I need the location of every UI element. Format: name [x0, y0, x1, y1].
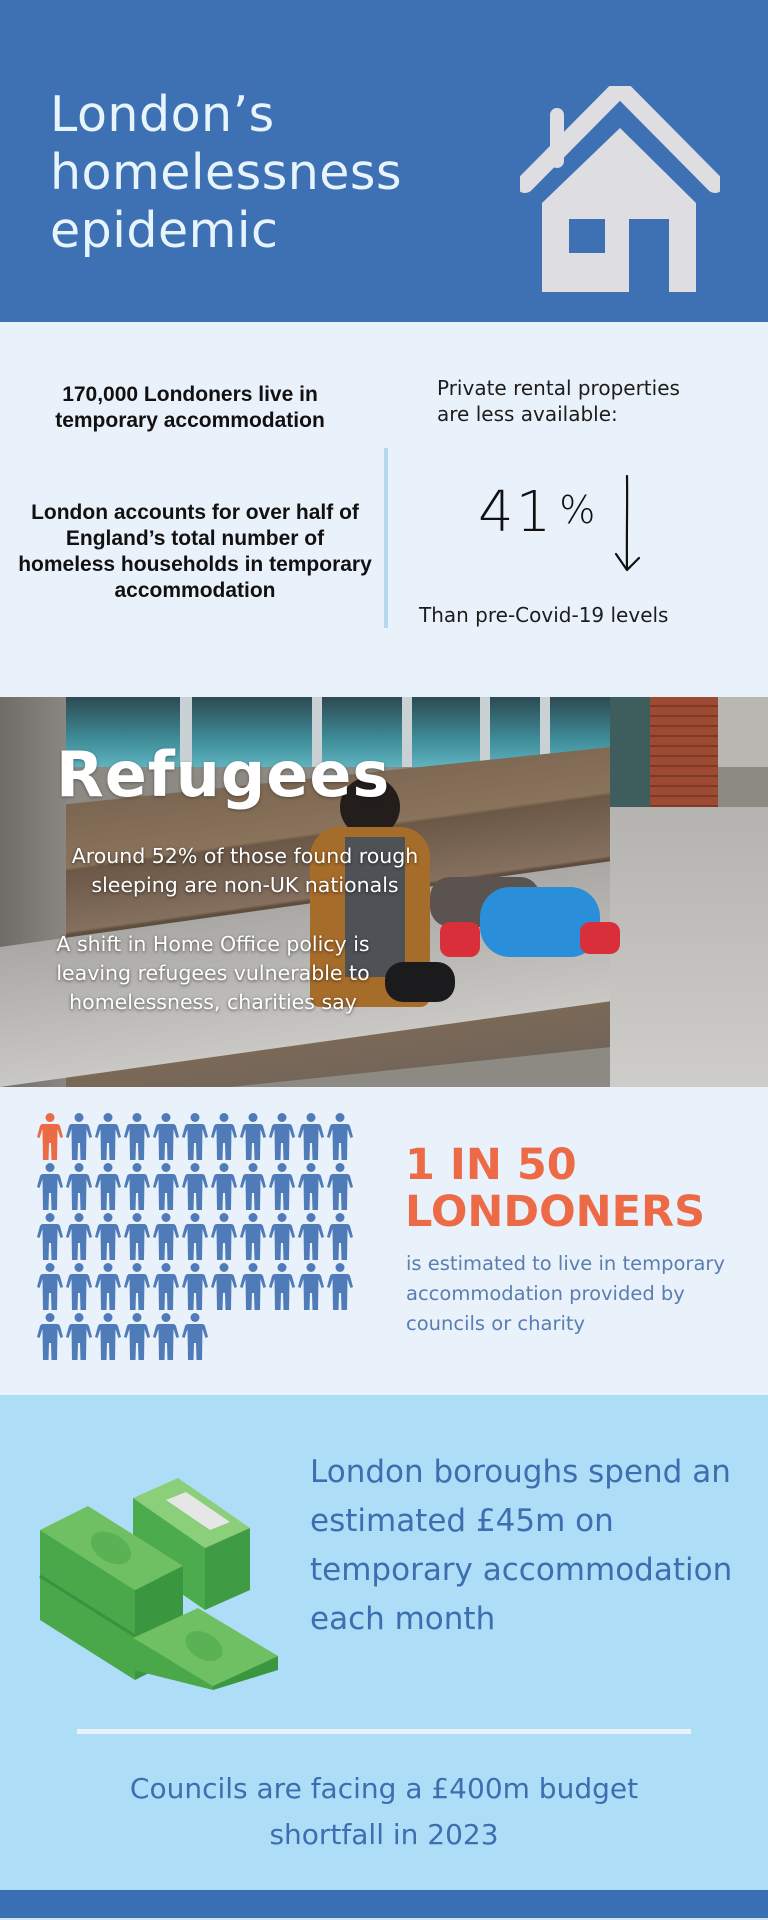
ratio-heading-line2: LONDONERS	[405, 1187, 706, 1237]
person-icon	[124, 1213, 150, 1261]
person-icon	[95, 1313, 121, 1361]
person-icon	[153, 1313, 179, 1361]
person-icon	[66, 1213, 92, 1261]
page-title	[50, 86, 490, 260]
person-icon	[124, 1313, 150, 1361]
vertical-divider	[384, 448, 388, 628]
person-icon	[66, 1313, 92, 1361]
person-icon	[182, 1113, 208, 1161]
person-icon	[95, 1163, 121, 1211]
rental-percentage	[478, 480, 597, 545]
person-icon	[124, 1163, 150, 1211]
person-icon	[124, 1263, 150, 1311]
person-icon	[298, 1263, 324, 1311]
person-icon	[153, 1163, 179, 1211]
person-icon	[269, 1213, 295, 1261]
person-icon	[298, 1163, 324, 1211]
person-icon	[211, 1163, 237, 1211]
person-icon	[37, 1213, 63, 1261]
refugees-stat: Around 52% of those found rough sleeping are non-UK nationals	[71, 844, 419, 897]
person-icon	[37, 1163, 63, 1211]
person-icon	[37, 1313, 63, 1361]
person-icon	[211, 1213, 237, 1261]
horizontal-divider	[77, 1729, 691, 1734]
rental-subtext: Than pre-Covid-19 levels	[419, 603, 669, 627]
person-icon	[240, 1213, 266, 1261]
person-icon	[153, 1213, 179, 1261]
person-icon	[240, 1113, 266, 1161]
footer-bar	[0, 1890, 768, 1918]
person-icon	[66, 1113, 92, 1161]
person-icon	[153, 1263, 179, 1311]
spend-statistic: London boroughs spend an estimated £45m on temporary accommodation each month	[310, 1454, 733, 1637]
house-icon	[520, 86, 720, 296]
person-icon	[66, 1263, 92, 1311]
person-icon	[124, 1113, 150, 1161]
person-icon	[298, 1213, 324, 1261]
person-icon	[298, 1113, 324, 1161]
person-icon	[327, 1263, 353, 1311]
person-icon	[182, 1313, 208, 1361]
stat-temporary-accommodation: 170,000 Londoners live in temporary accommodation	[55, 383, 325, 432]
person-icon	[95, 1213, 121, 1261]
person-icon	[269, 1163, 295, 1211]
ratio-heading	[405, 1142, 705, 1236]
person-icon	[240, 1163, 266, 1211]
title-line: London’s	[50, 86, 275, 143]
person-icon	[327, 1113, 353, 1161]
person-icon	[95, 1263, 121, 1311]
down-arrow-icon	[612, 474, 642, 574]
money-stack-icon	[38, 1470, 286, 1690]
refugees-heading: Refugees	[56, 738, 391, 811]
rental-label: Private rental properties are less available:	[437, 376, 680, 426]
person-icon	[182, 1263, 208, 1311]
refugees-policy-text: A shift in Home Office policy is leaving refugees vulnerable to homelessness, charities say	[56, 932, 370, 1014]
person-icon	[211, 1263, 237, 1311]
person-icon	[153, 1113, 179, 1161]
person-icon	[182, 1213, 208, 1261]
person-icon	[37, 1113, 63, 1161]
ratio-description: is estimated to live in temporary accommodation provided by councils or charity	[406, 1252, 725, 1335]
stat-london-share: London accounts for over half of England’s total number of homeless households in temporary accommodation	[18, 501, 372, 602]
person-icon	[327, 1163, 353, 1211]
percentage-value: 41	[478, 480, 554, 545]
ratio-heading-line1: 1 IN 50	[405, 1140, 577, 1190]
person-icon	[182, 1163, 208, 1211]
person-icon	[95, 1113, 121, 1161]
person-icon	[211, 1113, 237, 1161]
title-line: epidemic	[50, 202, 279, 259]
person-icon	[269, 1263, 295, 1311]
person-icon	[66, 1163, 92, 1211]
person-icon	[269, 1113, 295, 1161]
title-line: homelessness	[50, 144, 402, 201]
percentage-unit: %	[559, 488, 598, 532]
person-icon	[327, 1213, 353, 1261]
person-icon	[37, 1263, 63, 1311]
person-icon	[240, 1263, 266, 1311]
budget-shortfall-statistic: Councils are facing a £400m budget shortfall in 2023	[129, 1772, 639, 1851]
